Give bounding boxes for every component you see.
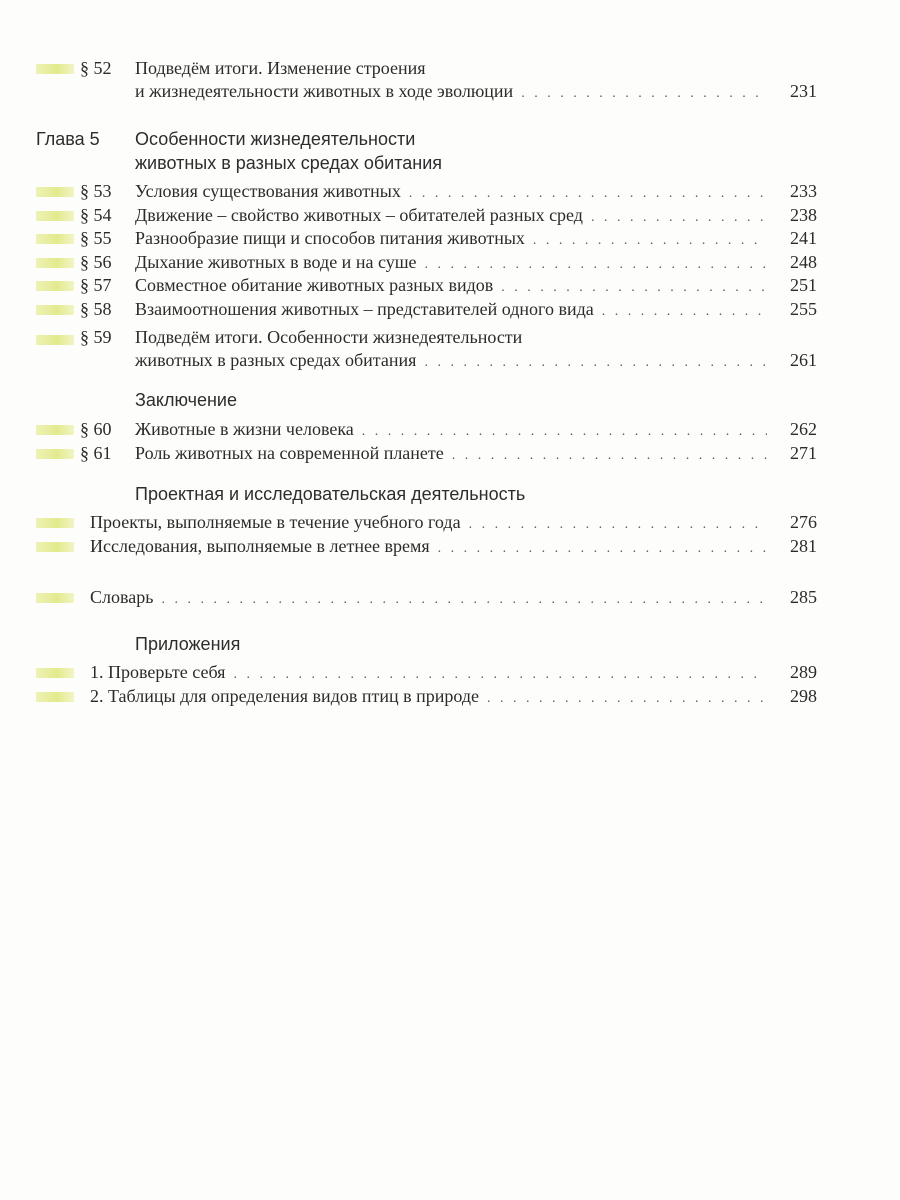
toc-entry-59[interactable] bbox=[135, 349, 817, 371]
entry-title: Животные в жизни человека bbox=[135, 419, 354, 439]
leader-dots bbox=[521, 83, 767, 105]
chapter-title-line1: Особенности жизнедеятельности bbox=[135, 129, 416, 149]
toc-entry-glossary[interactable] bbox=[90, 586, 817, 608]
section-number: § 53 bbox=[80, 181, 112, 201]
highlight-marker bbox=[36, 281, 74, 291]
section-number: § 58 bbox=[80, 298, 112, 319]
toc-entry-section[interactable] bbox=[135, 180, 817, 202]
entry-title: 2. Таблицы для определения видов птиц в природе bbox=[90, 685, 480, 706]
page-number: 251 bbox=[790, 275, 817, 295]
chapter-label: Глава 5 bbox=[36, 129, 100, 149]
leader-dots bbox=[501, 277, 767, 299]
toc-entry-section[interactable] bbox=[135, 298, 817, 320]
entry-title: Условия существования животных bbox=[135, 181, 401, 201]
highlight-marker bbox=[36, 425, 74, 435]
toc-entry-section[interactable] bbox=[135, 274, 817, 296]
page-number: 276 bbox=[790, 512, 817, 532]
section-number: § 54 bbox=[80, 204, 112, 225]
toc-entry-appendix[interactable] bbox=[90, 685, 817, 707]
page-number: 285 bbox=[790, 587, 817, 607]
highlight-marker bbox=[36, 449, 74, 459]
section-title-line1: Подведём итоги. Особенности жизнедеятельности bbox=[135, 327, 523, 347]
toc-entry-52[interactable] bbox=[135, 80, 817, 102]
leader-dots bbox=[233, 664, 767, 686]
highlight-marker bbox=[36, 234, 74, 244]
entry-title: Исследования, выполняемые в летнее время bbox=[90, 535, 430, 556]
page-number: 238 bbox=[790, 204, 817, 225]
highlight-marker bbox=[36, 593, 74, 603]
section-number: § 60 bbox=[80, 419, 112, 439]
entry-title: Взаимоотношения животных – представителей одного вида bbox=[135, 298, 594, 319]
highlight-marker bbox=[36, 305, 74, 315]
section-title-line2: животных в разных средах обитания bbox=[135, 350, 417, 370]
toc-entry-appendix[interactable] bbox=[90, 661, 817, 683]
page-number: 248 bbox=[790, 251, 817, 272]
toc-entry-project[interactable] bbox=[90, 535, 817, 557]
page-number: 255 bbox=[790, 298, 817, 319]
section-number: § 56 bbox=[80, 251, 112, 272]
section-title-line2: и жизнедеятельности животных в ходе эволюции bbox=[135, 81, 514, 101]
entry-title: Роль животных на современной планете bbox=[135, 442, 444, 463]
toc-entry-section[interactable] bbox=[135, 204, 817, 226]
leader-dots bbox=[161, 589, 767, 611]
highlight-marker bbox=[36, 692, 74, 702]
toc-entry-section[interactable] bbox=[135, 418, 817, 440]
entry-title: Движение – свойство животных – обитателей разных сред bbox=[135, 204, 583, 225]
leader-dots bbox=[591, 207, 767, 229]
entry-title: Дыхание животных в воде и на суше bbox=[135, 251, 417, 272]
conclusion-heading: Заключение bbox=[135, 390, 237, 410]
leader-dots bbox=[487, 688, 767, 710]
highlight-marker bbox=[36, 335, 74, 345]
highlight-marker bbox=[36, 668, 74, 678]
section-title-line1: Подведём итоги. Изменение строения bbox=[135, 58, 426, 78]
page-number: 281 bbox=[790, 535, 817, 556]
page-number: 231 bbox=[790, 81, 817, 101]
toc-entry-section[interactable] bbox=[135, 251, 817, 273]
toc-entry-section[interactable] bbox=[135, 227, 817, 249]
leader-dots bbox=[452, 445, 767, 467]
section-number: § 59 bbox=[80, 327, 112, 347]
entry-title: 1. Проверьте себя bbox=[90, 662, 226, 682]
toc-entry-section[interactable] bbox=[135, 442, 817, 464]
leader-dots bbox=[533, 230, 767, 252]
section-number: § 61 bbox=[80, 442, 112, 463]
highlight-marker bbox=[36, 258, 74, 268]
page-number: 233 bbox=[790, 181, 817, 201]
entry-title: Разнообразие пищи и способов питания животных bbox=[135, 228, 525, 248]
glossary-title: Словарь bbox=[90, 587, 154, 607]
page-number: 271 bbox=[790, 442, 817, 463]
section-number: § 52 bbox=[80, 58, 112, 78]
toc-entry-project[interactable] bbox=[90, 511, 817, 533]
leader-dots bbox=[362, 421, 767, 443]
leader-dots bbox=[409, 183, 767, 205]
page-number: 261 bbox=[790, 350, 817, 370]
page-number: 298 bbox=[790, 685, 817, 706]
page-number: 241 bbox=[790, 228, 817, 248]
projects-heading: Проектная и исследовательская деятельность bbox=[135, 484, 526, 504]
highlight-marker bbox=[36, 211, 74, 221]
leader-dots bbox=[469, 514, 767, 536]
leader-dots bbox=[425, 254, 767, 276]
leader-dots bbox=[438, 538, 767, 560]
entry-title: Совместное обитание животных разных видов bbox=[135, 275, 494, 295]
page-number: 262 bbox=[790, 419, 817, 439]
leader-dots bbox=[602, 301, 767, 323]
leader-dots bbox=[424, 352, 767, 374]
chapter-title-line2: животных в разных средах обитания bbox=[135, 153, 443, 173]
section-number: § 55 bbox=[80, 228, 112, 248]
appendices-heading: Приложения bbox=[135, 634, 241, 654]
highlight-marker bbox=[36, 187, 74, 197]
highlight-marker bbox=[36, 64, 74, 74]
entry-title: Проекты, выполняемые в течение учебного года bbox=[90, 512, 461, 532]
highlight-marker bbox=[36, 518, 74, 528]
section-number: § 57 bbox=[80, 275, 112, 295]
page-number: 289 bbox=[790, 662, 817, 682]
highlight-marker bbox=[36, 542, 74, 552]
